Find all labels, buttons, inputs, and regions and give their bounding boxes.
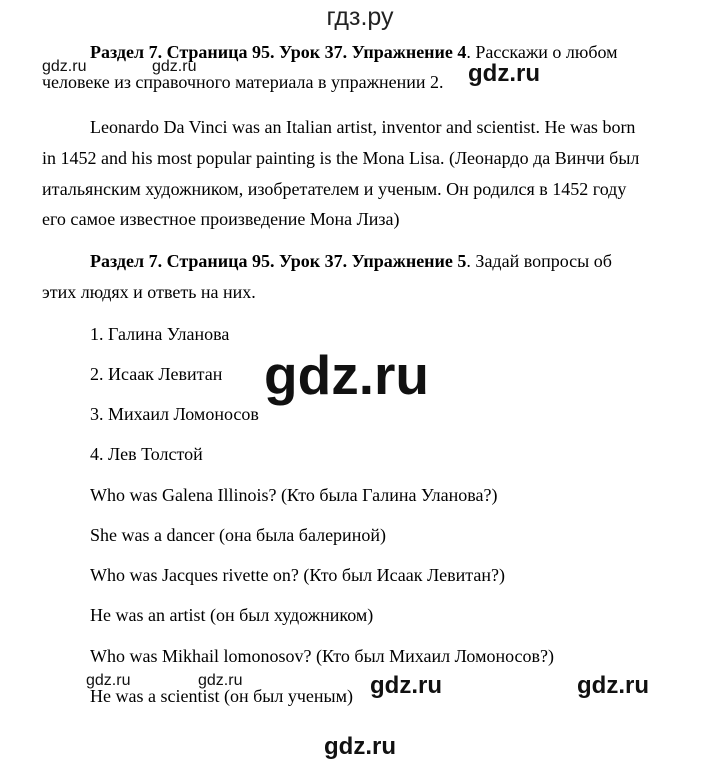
exercise4-answer-line: итальянским художником, изобретателем и ученым. Он родился в 1452 году	[42, 179, 627, 199]
exercise4-answer-line: Leonardo Da Vinci was an Italian artist, inventor and scientist. He was born	[90, 117, 636, 137]
person-list-item: 3. Михаил Ломоносов	[90, 404, 259, 424]
watermark-text: gdz.ru	[86, 672, 131, 689]
exercise4-task-text: . Расскажи о любом	[466, 42, 618, 62]
person-list-item: 4. Лев Толстой	[90, 444, 203, 464]
watermark-text: gdz.ru	[198, 672, 243, 689]
person-list-item: 2. Исаак Левитан	[90, 364, 223, 384]
exercise5-task-line1	[90, 251, 612, 271]
qa-line: He was a scientist (он был ученым)	[90, 686, 353, 706]
exercise4-task-line2: человеке из справочного материала в упражнении 2.	[42, 72, 444, 92]
watermark-text: gdz.ru	[370, 672, 442, 699]
exercise5-task-line2: этих людях и ответь на них.	[42, 282, 256, 302]
watermark-text: gdz.ru	[152, 58, 197, 75]
watermark-text: gdz.ru	[264, 344, 429, 406]
exercise5-heading: Раздел 7. Страница 95. Урок 37. Упражнение 5	[90, 251, 467, 271]
person-list-item: 1. Галина Уланова	[90, 324, 230, 344]
watermark-text: gdz.ru	[324, 733, 396, 760]
qa-line: Who was Jacques rivette on? (Кто был Исаак Левитан?)	[90, 565, 505, 585]
qa-line: She was a dancer (она была балериной)	[90, 525, 386, 545]
watermark-text: gdz.ru	[468, 60, 540, 87]
watermark-text: gdz.ru	[577, 672, 649, 699]
exercise5-task-text: . Задай вопросы об	[466, 251, 612, 271]
exercise4-answer-line: его самое известное произведение Мона Лиза)	[42, 209, 400, 229]
exercise4-answer-line: in 1452 and his most popular painting is the Mona Lisa. (Леонардо да Винчи был	[42, 148, 640, 168]
qa-line: Who was Mikhail lomonosov? (Кто был Михаил Ломоносов?)	[90, 646, 555, 666]
watermark-text: gdz.ru	[42, 58, 87, 75]
site-title: гдз.ру	[326, 3, 394, 31]
exercise4-heading: Раздел 7. Страница 95. Урок 37. Упражнение 4	[90, 42, 467, 62]
qa-line: Who was Galena Illinois? (Кто была Галина Уланова?)	[90, 485, 498, 505]
qa-line: He was an artist (он был художником)	[90, 605, 374, 625]
